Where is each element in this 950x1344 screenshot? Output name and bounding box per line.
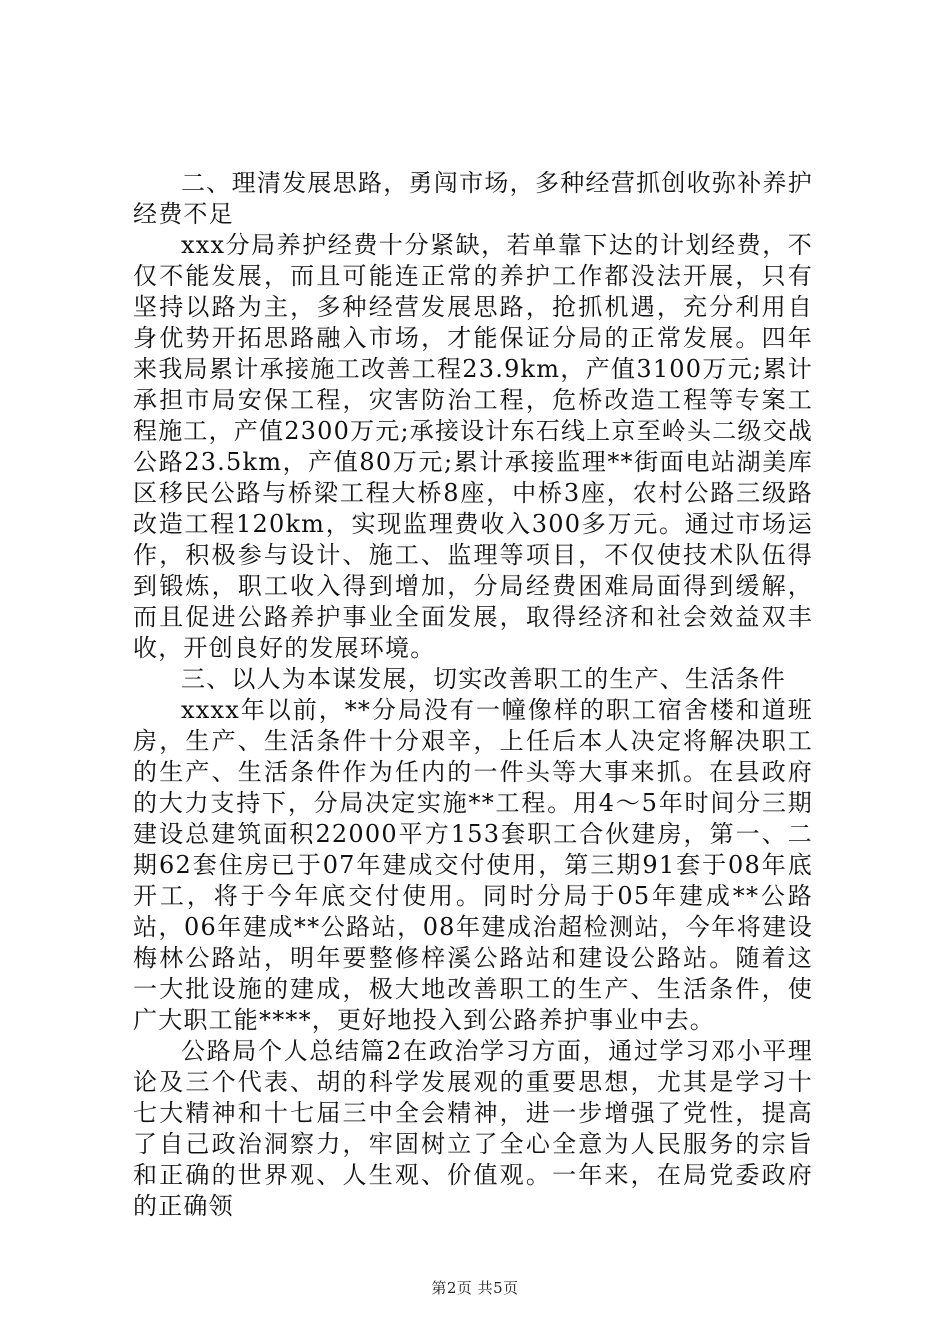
body-paragraph: 公路局个人总结篇2在政治学习方面，通过学习邓小平理论及三个代表、胡的科学发展观的重要思想，尤其是学习十七大精神和十七届三中全会精神，进一步增强了党性，提高了自己政治洞察力，牢固树立了全心全意为人民服务的宗旨和正确的世界观、人生观、价值观。一年来，在局党委政府的正确领: [133, 1037, 813, 1220]
body-paragraph: xxxx年以前，**分局没有一幢像样的职工宿舍楼和道班房，生产、生活条件十分艰辛，上任后本人决定将解决职工的生产、生活条件作为任内的一件头等大事来抓。在县政府的大力支持下，分局决定实施**工程。用4～5年时间分三期建设总建筑面积22000平方153套职工合伙建房，第一、二期62套住房已于07年建成交付使用，第三期91套于08年底开工，将于今年底交付使用。同时分局于05年建成**公路站，06年建成**公路站，08年建成治超检测站，今年将建设梅林公路站，明年要整修梓溪公路站和建设公路站。随着这一大批设施的建成，极大地改善职工的生产、生活条件，使广大职工能****，更好地投入到公路养护事业中去。: [133, 696, 813, 1034]
page-number-footer: 第2页 共5页: [431, 1279, 519, 1297]
section-heading-2: 二、理清发展思路，勇闯市场，多种经营抓创收弥补养护经费不足: [133, 169, 813, 228]
body-paragraph: xxx分局养护经费十分紧缺，若单靠下达的计划经费，不仅不能发展，而且可能连正常的养护工作都没法开展，只有坚持以路为主，多种经营发展思路，抢抓机遇，充分利用自身优势开拓思路融入市场，才能保证分局的正常发展。四年来我局累计承接施工改善工程23.9km，产值3100万元;累计承担市局安保工程，灾害防治工程，危桥改造工程等专案工程施工，产值2300万元;承接设计东石线上京至岭头二级交战公路23.5km，产值80万元;累计承接监理**街面电站湖美库区移民公路与桥梁工程大桥8座，中桥3座，农村公路三级路改造工程120km，实现监理费收入300多万元。通过市场运作，积极参与设计、施工、监理等项目，不仅使技术队伍得到锻炼，职工收入得到增加，分局经费困难局面得到缓解，而且促进公路养护事业全面发展，取得经济和社会效益双丰收，开创良好的发展环境。: [133, 231, 813, 662]
document-body: [133, 168, 813, 1222]
section-heading-3: 三、以人为本谋发展，切实改善职工的生产、生活条件: [181, 665, 786, 693]
